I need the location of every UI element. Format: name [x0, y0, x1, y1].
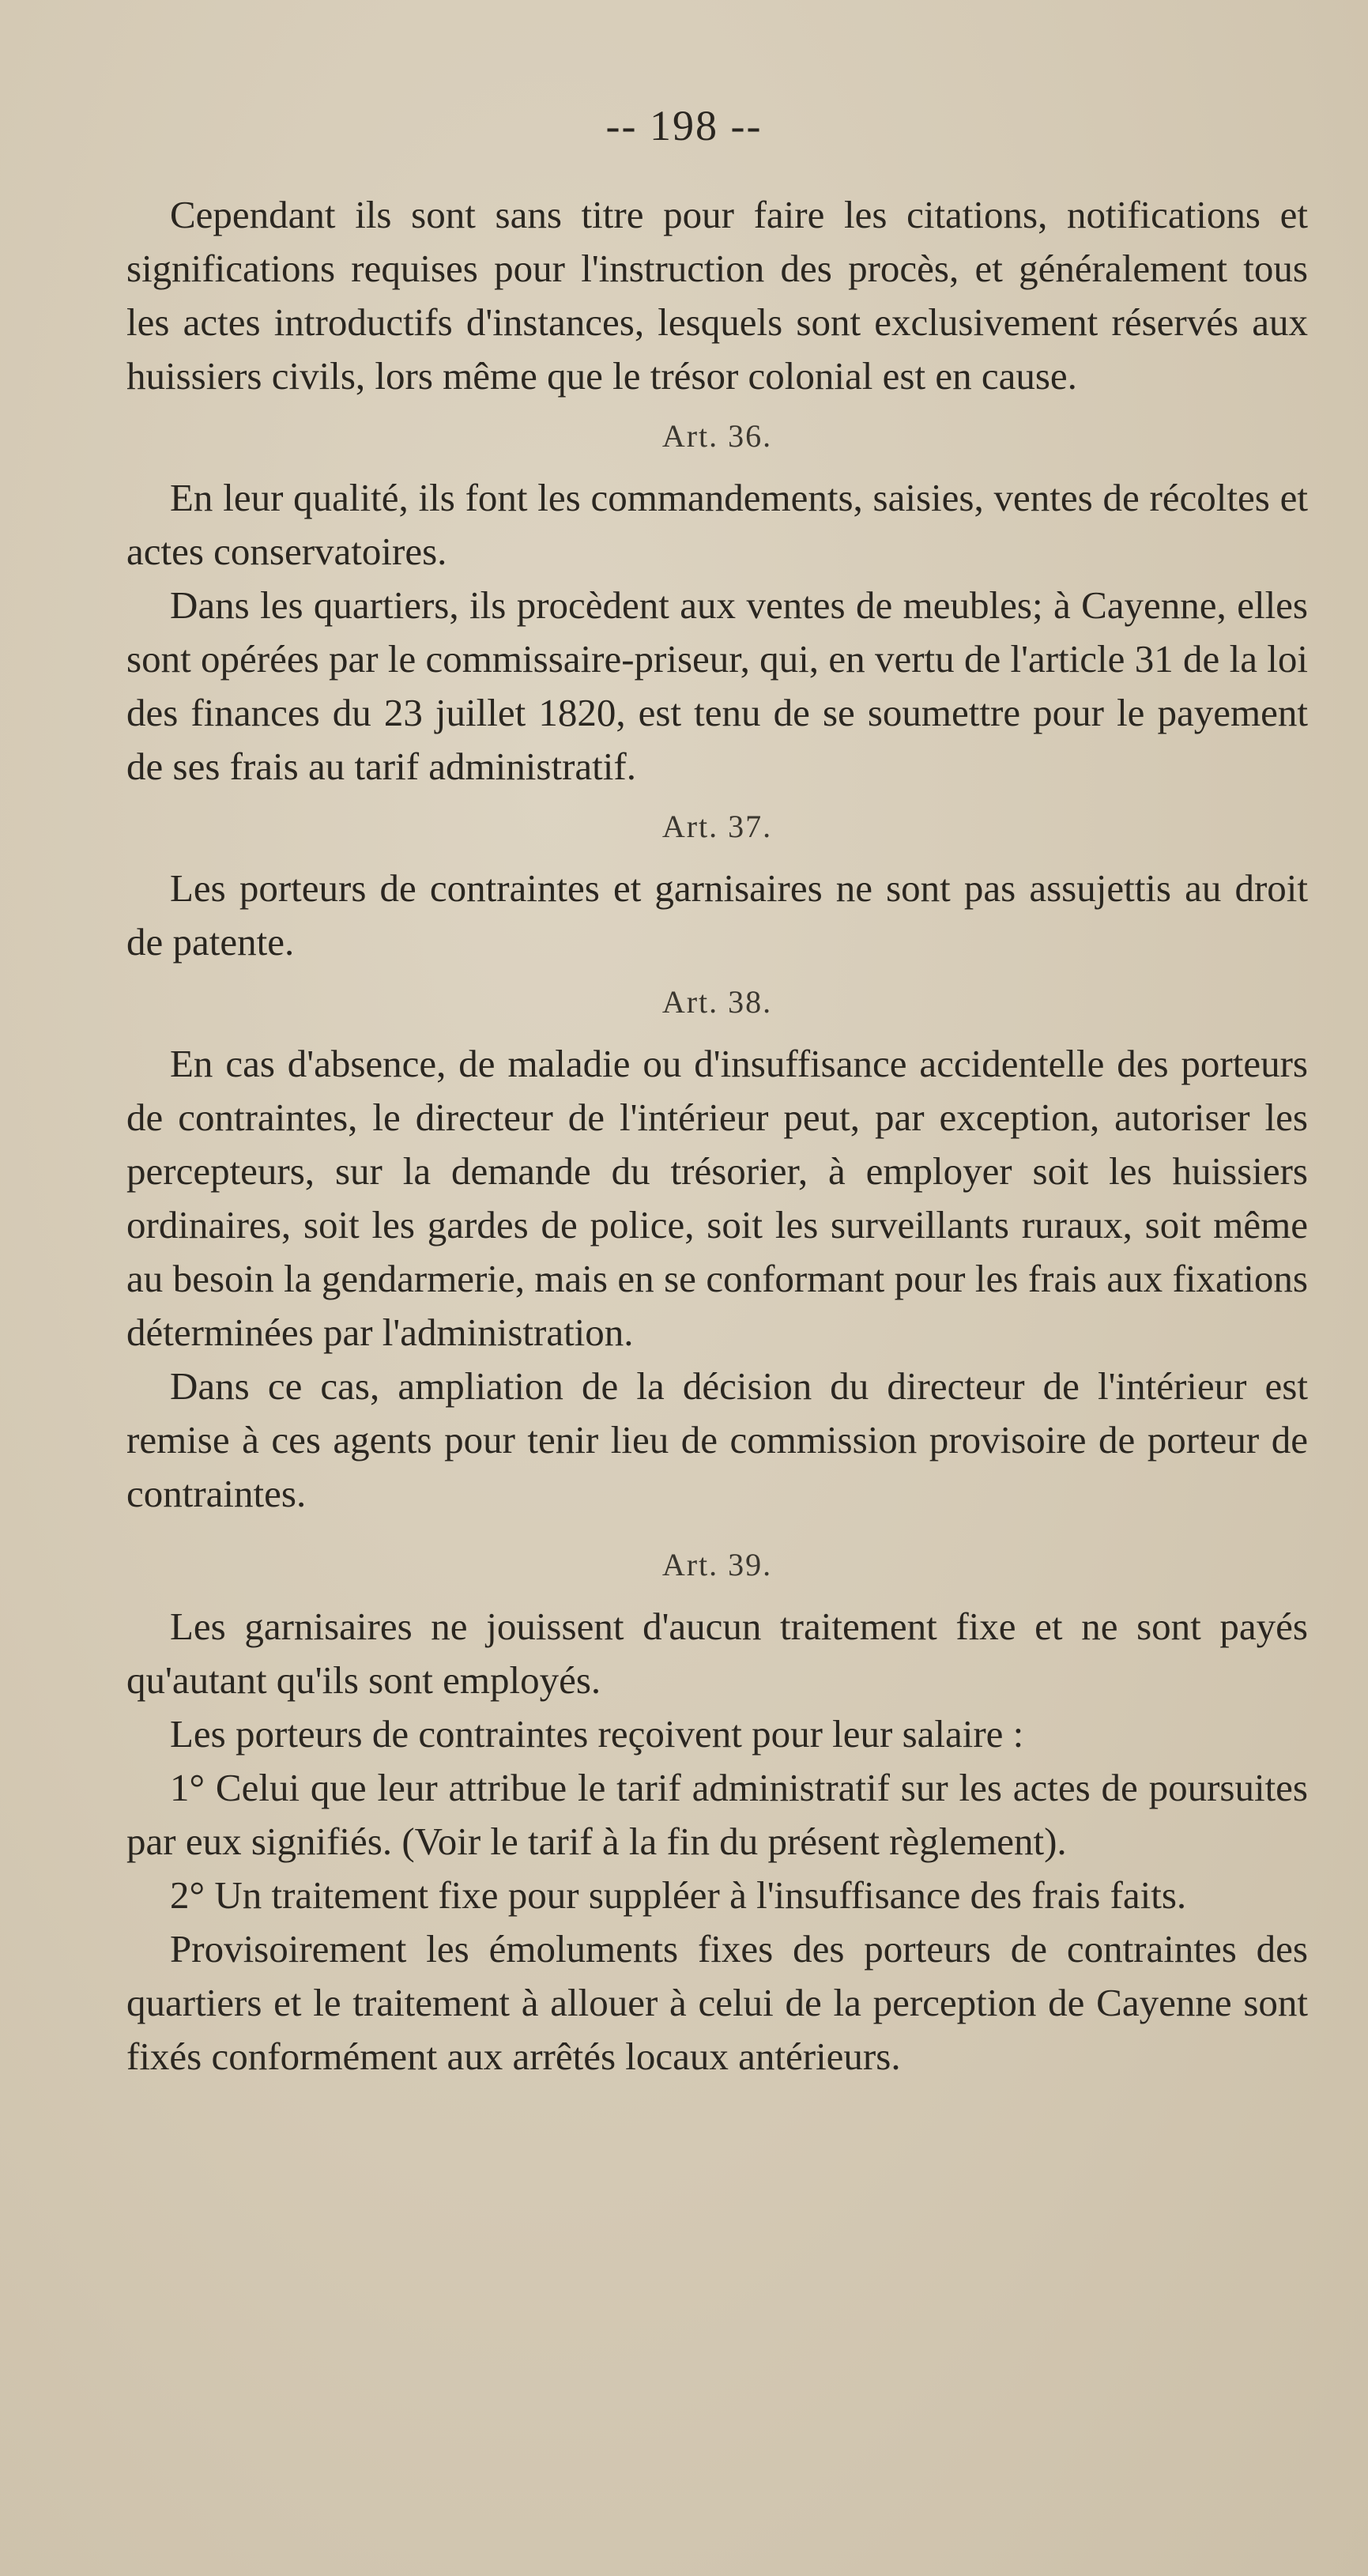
- paragraph: Dans ce cas, ampliation de la décision du directeur de l'intérieur est remise à ces agents pour tenir lieu de commission provisoire de porteur de contraintes.: [126, 1364, 1308, 1515]
- paragraph: En leur qualité, ils font les commandements, saisies, ventes de récoltes et actes conservatoires.: [126, 476, 1308, 573]
- article-heading: Art. 37.: [661, 809, 773, 844]
- body-text: [126, 188, 1308, 2084]
- paragraph: Les porteurs de contraintes et garnisaires ne sont pas assujettis au droit de patente.: [126, 866, 1308, 964]
- paragraph: 1° Celui que leur attribue le tarif administratif sur les actes de poursuites par eux signifiés. (Voir le tarif à la fin du présent règlement).: [126, 1766, 1308, 1863]
- article-heading: Art. 38.: [661, 984, 773, 1020]
- paragraph: Cependant ils sont sans titre pour faire les citations, notifications et significations requises pour l'instruction des procès, et généralement tous les actes introductifs d'instances, lesquels sont exclusivement réservés aux huissiers civils, lors même que le trésor colonial est en cause.: [126, 193, 1308, 398]
- paragraph: Dans les quartiers, ils procèdent aux ventes de meubles; à Cayenne, elles sont opérées par le commissaire-priseur, qui, en vertu de l'article 31 de la loi des finances du 23 juillet 1820, est tenu de se soumettre pour le payement de ses frais au tarif administratif.: [126, 583, 1308, 788]
- article-heading: Art. 39.: [661, 1547, 773, 1582]
- article-heading: Art. 36.: [661, 418, 773, 454]
- paragraph: Provisoirement les émoluments fixes des porteurs de contraintes des quartiers et le traitement à allouer à celui de la perception de Cayenne sont fixés conformément aux arrêtés locaux antérieurs.: [126, 1927, 1308, 2078]
- paragraph: Les porteurs de contraintes reçoivent pour leur salaire :: [170, 1712, 1024, 1756]
- paragraph: 2° Un traitement fixe pour suppléer à l'insuffisance des frais faits.: [170, 1873, 1187, 1917]
- page-number: -- 198 --: [605, 102, 763, 149]
- paragraph: Les garnisaires ne jouissent d'aucun traitement fixe et ne sont payés qu'autant qu'ils sont employés.: [126, 1605, 1308, 1702]
- paragraph: En cas d'absence, de maladie ou d'insuffisance accidentelle des porteurs de contraintes, le directeur de l'intérieur peut, par exception, autoriser les percepteurs, sur la demande du trésorier, à employer soit les huissiers ordinaires, soit les gardes de police, soit les surveillants ruraux, soit même au besoin la gendarmerie, mais en se conformant pour les frais aux fixations déterminées par l'administration.: [126, 1042, 1308, 1354]
